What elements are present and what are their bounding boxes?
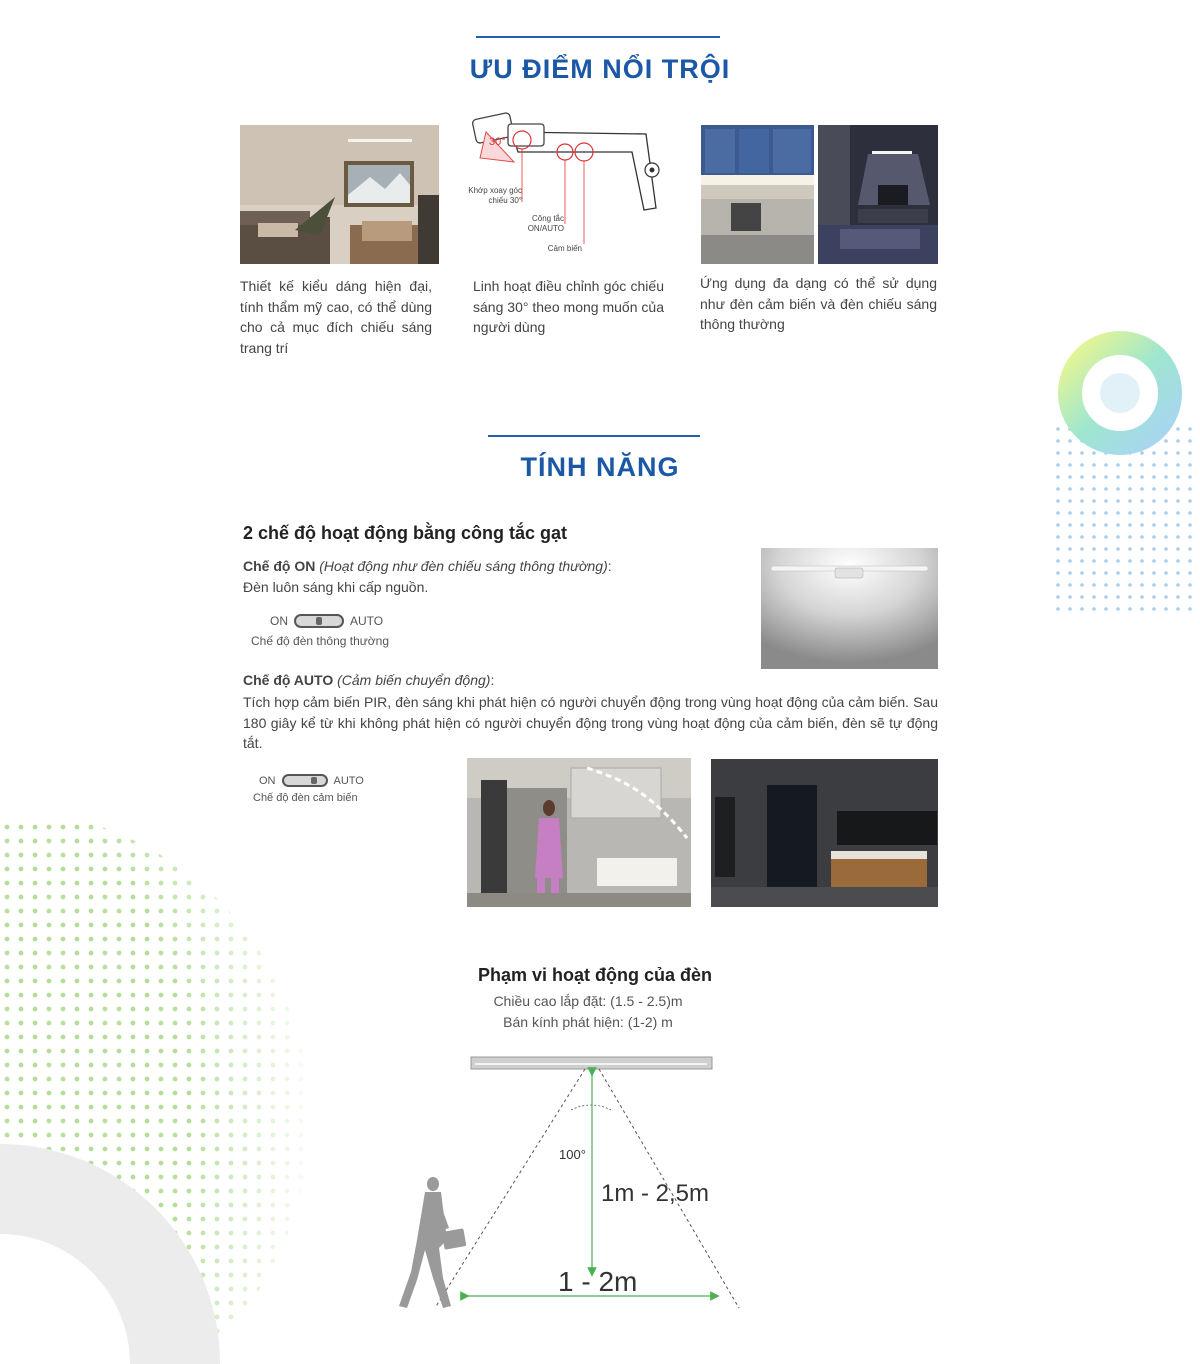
diagram-annotation-switch: Công tắc ON/AUTO (527, 214, 564, 233)
section2-divider (488, 435, 700, 437)
mode-on-switch (270, 614, 383, 628)
mode-auto-caption: Chế độ đèn cảm biến (253, 792, 358, 804)
person-silhouette (399, 1177, 466, 1308)
mode-on-lamp-photo (761, 548, 938, 669)
diagram-annotation-sensor: Cảm biến (547, 244, 582, 253)
decor-left-background (0, 820, 320, 1364)
switch-on-label: ON (270, 614, 288, 628)
feature-text-design: Thiết kế kiểu dáng hiện đại, tính thẩm mỹ cao, có thể dùng cho cả mục đích chiếu sáng trang trí (240, 278, 432, 356)
diagram-annotation-swivel: Khớp xoay góc chiếu 30° (468, 186, 522, 205)
mode-on-text: Đèn luôn sáng khi cấp nguồn. (243, 579, 429, 595)
switch-auto-label: AUTO (333, 774, 364, 787)
feature-diagram-rotation (466, 112, 676, 262)
mode-on-heading (243, 558, 612, 574)
mode-auto-text: Tích hợp cảm biến PIR, đèn sáng khi phát hiện có người chuyển động trong vùng hoạt động của cảm biến. Sau 180 giây kể từ khi không phát hiện có người chuyển động trong vùng hoạt động của cảm biến, đèn sẽ tự động tắt. (243, 694, 938, 751)
feature-photo-kitchen (701, 125, 814, 264)
mode-auto-photo-empty (711, 759, 938, 907)
mode-auto-photo-person (467, 758, 691, 907)
mode-on-note: (Hoạt động như đèn chiếu sáng thông thường) (319, 558, 608, 574)
mode-on-caption: Chế độ đèn thông thường (251, 634, 390, 648)
mode-auto-note: (Cảm biến chuyển động) (337, 672, 491, 688)
section1-title: ƯU ĐIỂM NỔI TRỘI (469, 54, 731, 84)
mode-on-colon: : (607, 558, 612, 574)
mode-auto-heading (243, 672, 494, 688)
feature-text-angle: Linh hoạt điều chỉnh góc chiếu sáng 30° theo mong muốn của người dùng (473, 278, 664, 335)
section1-divider (476, 36, 720, 38)
range-angle-label: 100° (559, 1147, 586, 1162)
diagram-angle-label: 30° (489, 136, 506, 148)
range-width-label: 1 - 2m (558, 1266, 638, 1297)
mode-auto-switch (259, 774, 364, 787)
range-height-text: Chiều cao lắp đặt: (1.5 - 2.5)m (493, 993, 683, 1009)
feature-photo-living-room (240, 125, 439, 264)
mode-auto-colon: : (490, 672, 495, 688)
switch-auto-toggle (282, 774, 328, 787)
switch-auto-label: AUTO (350, 614, 384, 628)
mode-on-label: Chế độ ON (243, 558, 316, 574)
range-radius-text: Bán kính phát hiện: (1-2) m (503, 1014, 673, 1030)
feature-text-usage: Ứng dụng đa dạng có thể sử dụng như đèn cảm biến và đèn chiếu sáng thông thường (700, 275, 937, 332)
features-subtitle: 2 chế độ hoạt động bằng công tắc gạt (243, 523, 568, 543)
range-height-label: 1m - 2,5m (601, 1180, 710, 1207)
section2-title: TÍNH NĂNG (520, 452, 680, 482)
switch-on-toggle (294, 614, 344, 628)
feature-photo-lounge (818, 125, 938, 264)
switch-on-label: ON (259, 774, 276, 787)
range-title: Phạm vi hoạt động của đèn (477, 965, 713, 985)
mode-auto-label: Chế độ AUTO (243, 672, 334, 688)
